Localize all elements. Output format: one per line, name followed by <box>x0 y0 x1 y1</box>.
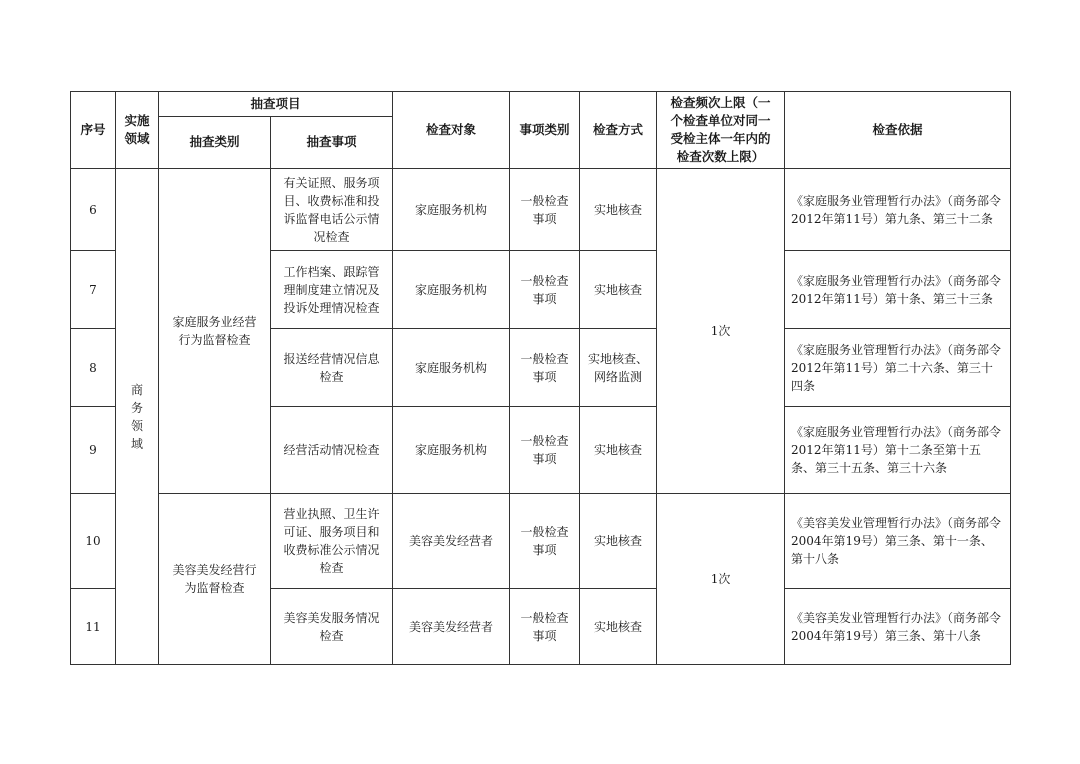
header-method: 检查方式 <box>580 92 657 169</box>
cell-method: 实地核查 <box>580 251 657 329</box>
cell-seq: 11 <box>71 589 116 665</box>
cell-basis: 《家庭服务业管理暂行办法》（商务部令2012年第11号）第九条、第三十二条 <box>785 169 1011 251</box>
cell-basis: 《家庭服务业管理暂行办法》（商务部令2012年第11号）第二十六条、第三十四条 <box>785 329 1011 407</box>
cell-matter: 经营活动情况检查 <box>271 407 393 494</box>
cell-method: 实地核查 <box>580 407 657 494</box>
cell-basis: 《家庭服务业管理暂行办法》（商务部令2012年第11号）第十条、第三十三条 <box>785 251 1011 329</box>
table-row <box>71 169 1011 251</box>
cell-type: 一般检查事项 <box>510 407 580 494</box>
header-category: 抽查类别 <box>159 116 271 168</box>
cell-type: 一般检查事项 <box>510 589 580 665</box>
inspection-table-container <box>70 91 1011 665</box>
cell-target: 美容美发经营者 <box>393 589 510 665</box>
cell-type: 一般检查事项 <box>510 329 580 407</box>
cell-method: 实地核查 <box>580 169 657 251</box>
cell-method: 实地核查 <box>580 589 657 665</box>
cell-basis: 《美容美发业管理暂行办法》（商务部令2004年第19号）第三条、第十一条、第十八条 <box>785 494 1011 589</box>
cell-basis: 《家庭服务业管理暂行办法》（商务部令2012年第11号）第十二条至第十五条、第三十五条、第三十六条 <box>785 407 1011 494</box>
cell-seq: 9 <box>71 407 116 494</box>
cell-target: 美容美发经营者 <box>393 494 510 589</box>
cell-category: 家庭服务业经营行为监督检查 <box>159 169 271 494</box>
cell-type: 一般检查事项 <box>510 169 580 251</box>
cell-matter: 营业执照、卫生许可证、服务项目和收费标准公示情况检查 <box>271 494 393 589</box>
cell-freq: 1次 <box>657 494 785 665</box>
cell-matter: 报送经营情况信息检查 <box>271 329 393 407</box>
cell-target: 家庭服务机构 <box>393 169 510 251</box>
cell-seq: 10 <box>71 494 116 589</box>
cell-target: 家庭服务机构 <box>393 329 510 407</box>
cell-category: 美容美发经营行为监督检查 <box>159 494 271 665</box>
table-row <box>71 494 1011 589</box>
header-row-1 <box>71 92 1011 117</box>
header-item-group: 抽查项目 <box>159 92 393 117</box>
header-target: 检查对象 <box>393 92 510 169</box>
header-freq: 检查频次上限（一个检查单位对同一受检主体一年内的检查次数上限） <box>657 92 785 169</box>
cell-matter: 工作档案、跟踪管理制度建立情况及投诉处理情况检查 <box>271 251 393 329</box>
cell-domain: 商务领域 <box>116 169 159 665</box>
header-type: 事项类别 <box>510 92 580 169</box>
header-domain: 实施领域 <box>116 92 159 169</box>
cell-type: 一般检查事项 <box>510 494 580 589</box>
cell-target: 家庭服务机构 <box>393 251 510 329</box>
cell-matter: 美容美发服务情况检查 <box>271 589 393 665</box>
header-basis: 检查依据 <box>785 92 1011 169</box>
cell-method: 实地核查 <box>580 494 657 589</box>
header-seq: 序号 <box>71 92 116 169</box>
cell-matter: 有关证照、服务项目、收费标准和投诉监督电话公示情况检查 <box>271 169 393 251</box>
cell-freq: 1次 <box>657 169 785 494</box>
cell-method: 实地核查、网络监测 <box>580 329 657 407</box>
cell-seq: 7 <box>71 251 116 329</box>
cell-seq: 8 <box>71 329 116 407</box>
header-matter: 抽查事项 <box>271 116 393 168</box>
cell-type: 一般检查事项 <box>510 251 580 329</box>
cell-target: 家庭服务机构 <box>393 407 510 494</box>
cell-basis: 《美容美发业管理暂行办法》（商务部令2004年第19号）第三条、第十八条 <box>785 589 1011 665</box>
cell-seq: 6 <box>71 169 116 251</box>
inspection-table <box>70 91 1011 665</box>
